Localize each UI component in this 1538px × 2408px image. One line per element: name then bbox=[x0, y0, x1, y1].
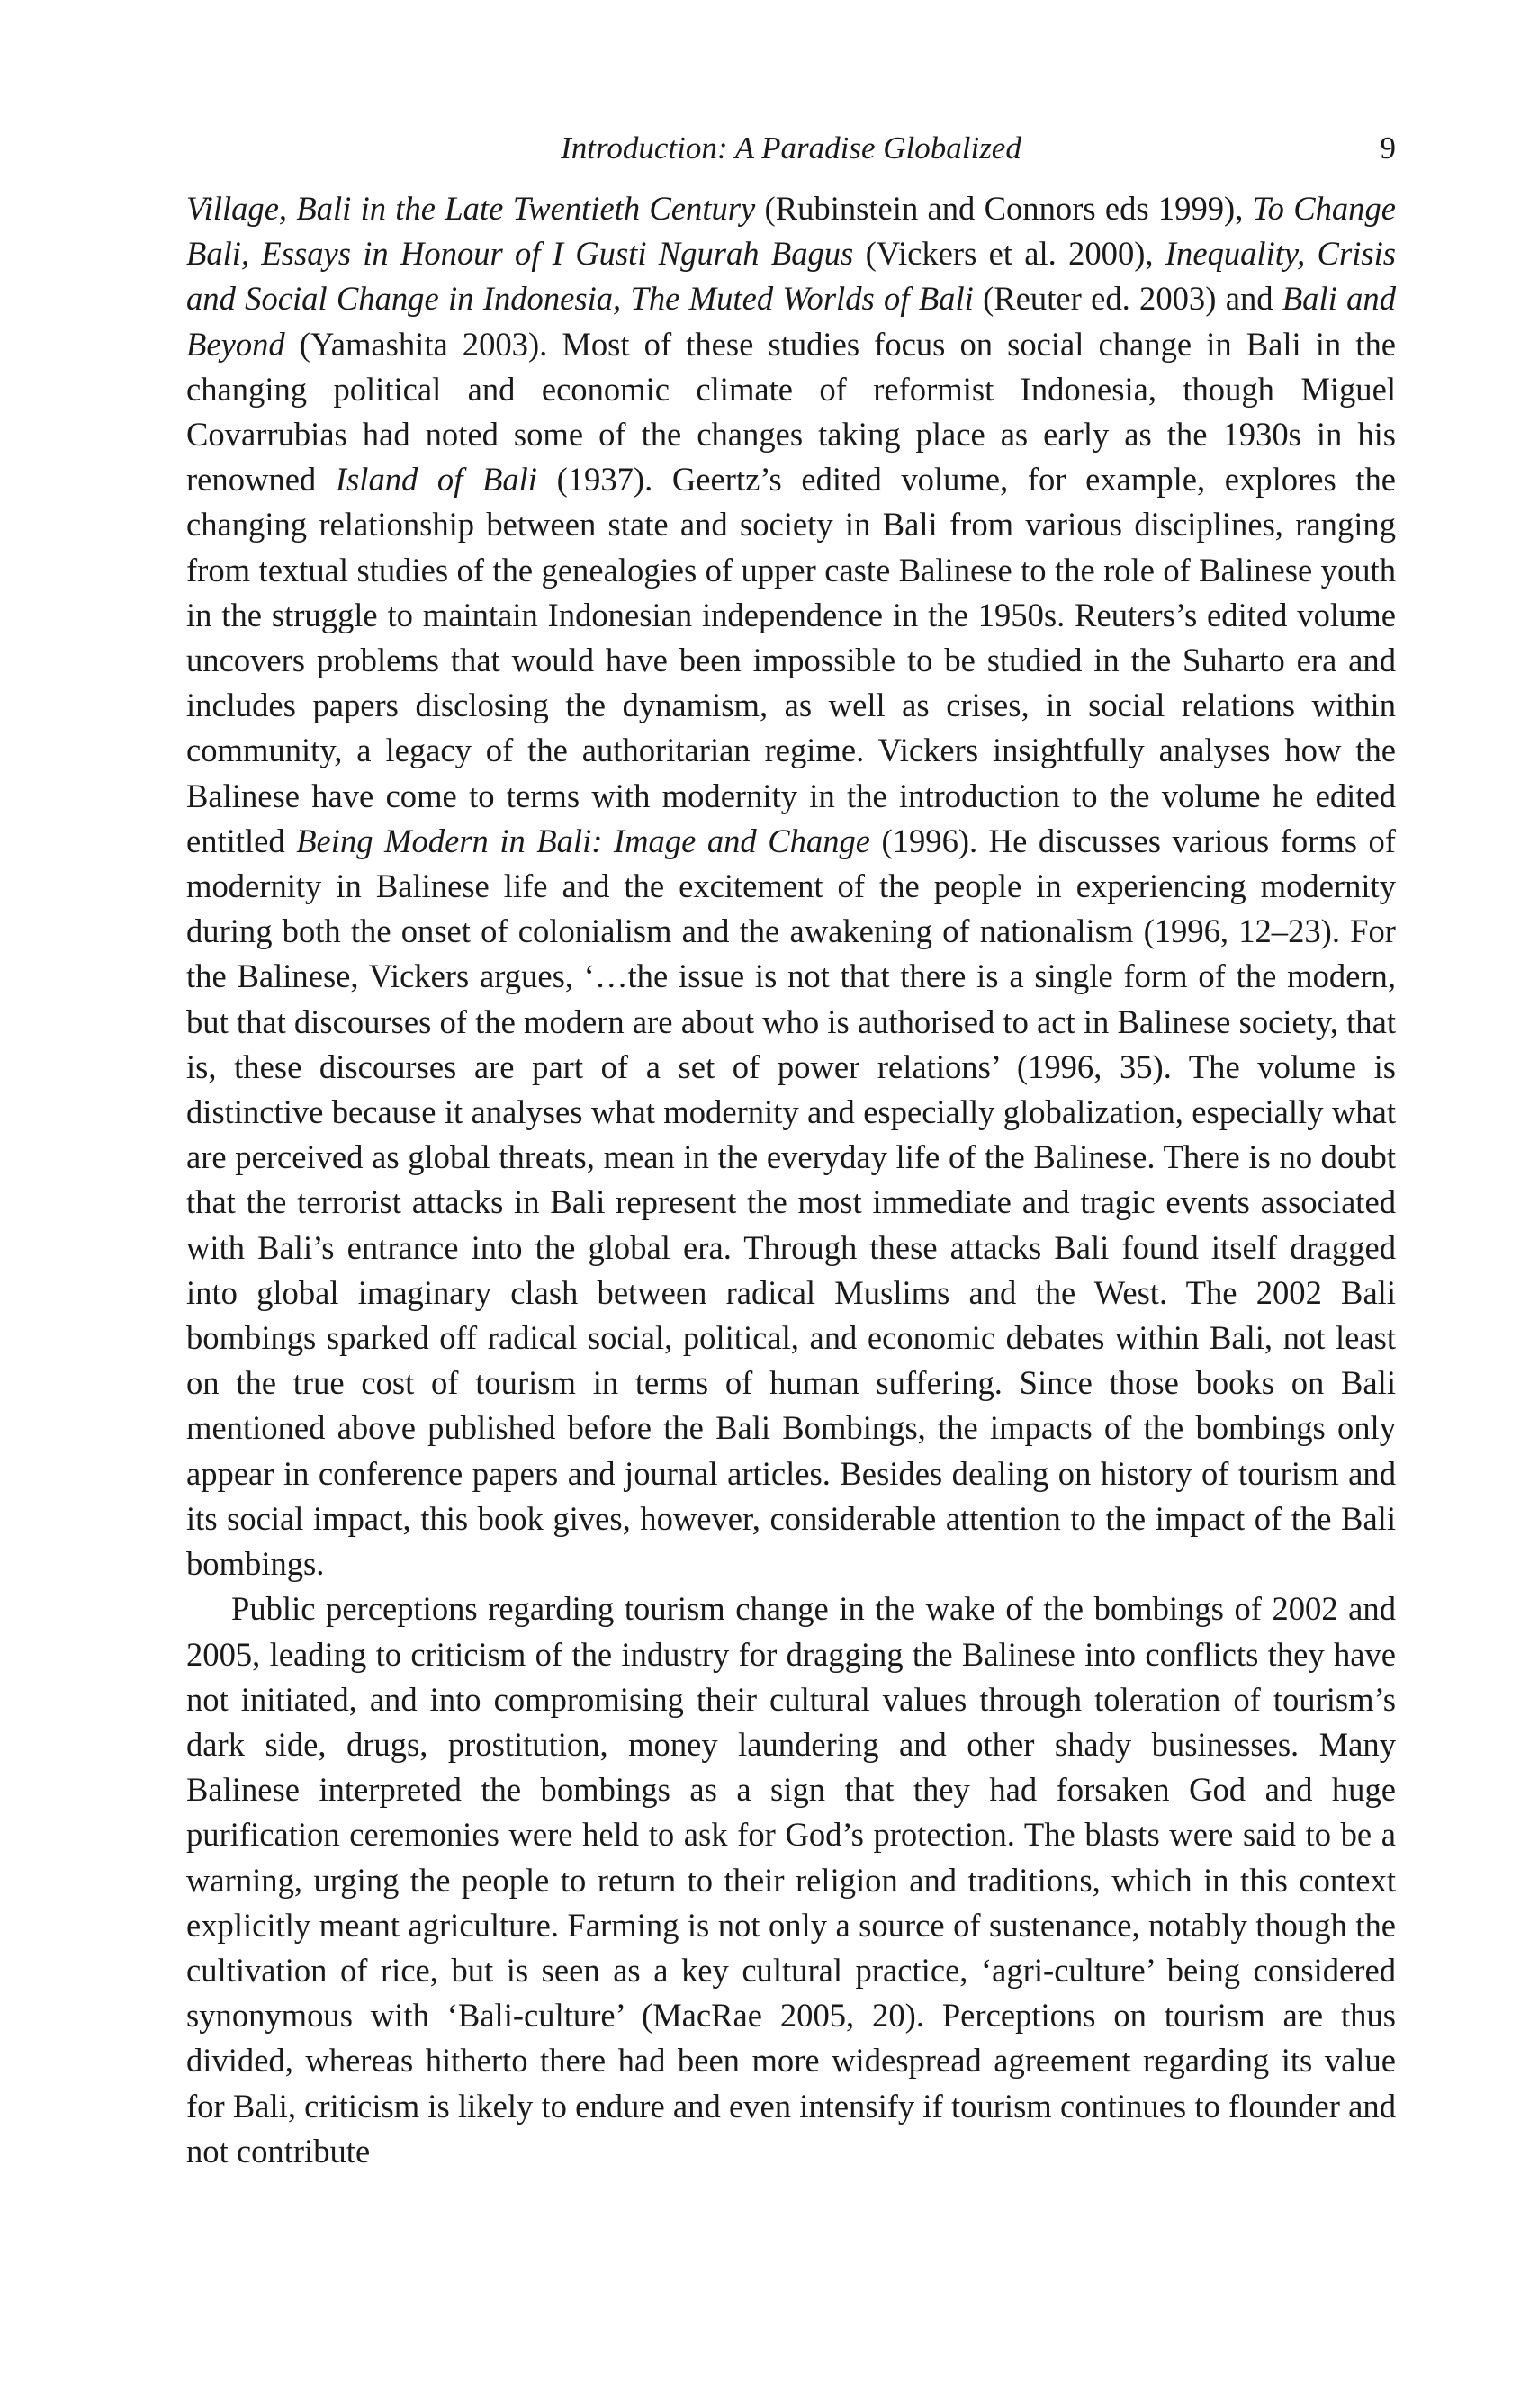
book-title-citation: Being Modern in Bali: Image and Change bbox=[296, 822, 871, 859]
book-title-citation: Inequality, Crisis and Social Change in Indonesia, The Muted Worlds of Bali bbox=[186, 235, 1396, 318]
book-title-citation: Bali and Beyond bbox=[186, 280, 1396, 363]
paragraph-1 bbox=[186, 186, 1396, 1586]
book-page bbox=[186, 130, 1396, 2174]
running-head-title: Introduction: A Paradise Globalized bbox=[561, 130, 1021, 166]
text-run: (1937). Geertz’s edited volume, for example, explores the changing relationship between state and society in Bali from various disciplines, ranging from textual studies of the genealogies of upper caste Balinese to the role of Balinese youth in the struggle to maintain Indonesian independence in the 1950s. Reuters’s edited volume uncovers problems that would have been impossible to be studied in the Suharto era and includes papers disclosing the dynamism, as well as crises, in social relations within community, a legacy of the authoritarian regime. Vickers insightfully analyses how the Balinese have come to terms with modernity in the introduction to the volume he edited entitled bbox=[186, 461, 1396, 859]
text-run: (Vickers et al. 2000), bbox=[853, 235, 1165, 273]
text-run: (1996). He discusses various forms of modernity in Balinese life and the excitement of the people in experiencing modernity during both the onset of colonialism and the awakening of nationalism (1996, 12–23). For the Balinese, Vickers argues, ‘…the issue is not that there is a single form of the modern, but that discourses of the modern are about who is authorised to act in Balinese society, that is, these discourses are part of a set of power relations’ (1996, 35). The volume is distinctive because it analyses what modernity and especially globalization, especially what are perceived as global threats, mean in the everyday life of the Balinese. There is no doubt that the terrorist attacks in Bali represent the most immediate and tragic events associated with Bali’s entrance into the global era. Through these attacks Bali found itself dragged into global imaginary clash between radical Muslims and the West. The 2002 Bali bombings sparked off radical social, political, and economic debates within Bali, not least on the true cost of tourism in terms of human suffering. Since those books on Bali mentioned above published before the Bali Bombings, the impacts of the bombings only appear in conference papers and journal articles. Besides dealing on history of tourism and its social impact, this book gives, however, considerable attention to the impact of the Bali bombings. bbox=[186, 822, 1396, 1583]
book-title-citation: Village, Bali in the Late Twentieth Century bbox=[186, 190, 756, 227]
body-text bbox=[186, 186, 1396, 2174]
text-run: (Reuter ed. 2003) and bbox=[973, 280, 1282, 318]
page-number: 9 bbox=[1380, 130, 1396, 166]
book-title-citation: To Change Bali, Essays in Honour of I Gusti Ngurah Bagus bbox=[186, 190, 1396, 273]
text-run: (Rubinstein and Connors eds 1999), bbox=[755, 190, 1253, 227]
paragraph-2: Public perceptions regarding tourism change in the wake of the bombings of 2002 and 2005, leading to criticism of the industry for dragging the Balinese into conflicts they have not initiated, and into compromising their cultural values through toleration of tourism’s dark side, drugs, prostitution, money laundering and other shady businesses. Many Balinese interpreted the bombings as a sign that they had forsaken God and huge purification ceremonies were held to ask for God’s protection. The blasts were said to be a warning, urging the people to return to their religion and traditions, which in this context explicitly meant agriculture. Farming is not only a source of sustenance, notably though the cultivation of rice, but is seen as a key cultural practice, ‘agri-culture’ being considered synonymous with ‘Bali-culture’ (MacRae 2005, 20). Perceptions on tourism are thus divided, whereas hitherto there had been more widespread agreement regarding its value for Bali, criticism is likely to endure and even intensify if tourism continues to flounder and not contribute bbox=[186, 1590, 1396, 2170]
book-title-citation: Island of Bali bbox=[335, 461, 537, 499]
text-run: (Yamashita 2003). Most of these studies focus on social change in Bali in the changing political and economic climate of reformist Indonesia, though Miguel Covarrubias had noted some of the changes taking place as early as the 1930s in his renowned bbox=[186, 325, 1396, 499]
running-head bbox=[186, 130, 1396, 183]
